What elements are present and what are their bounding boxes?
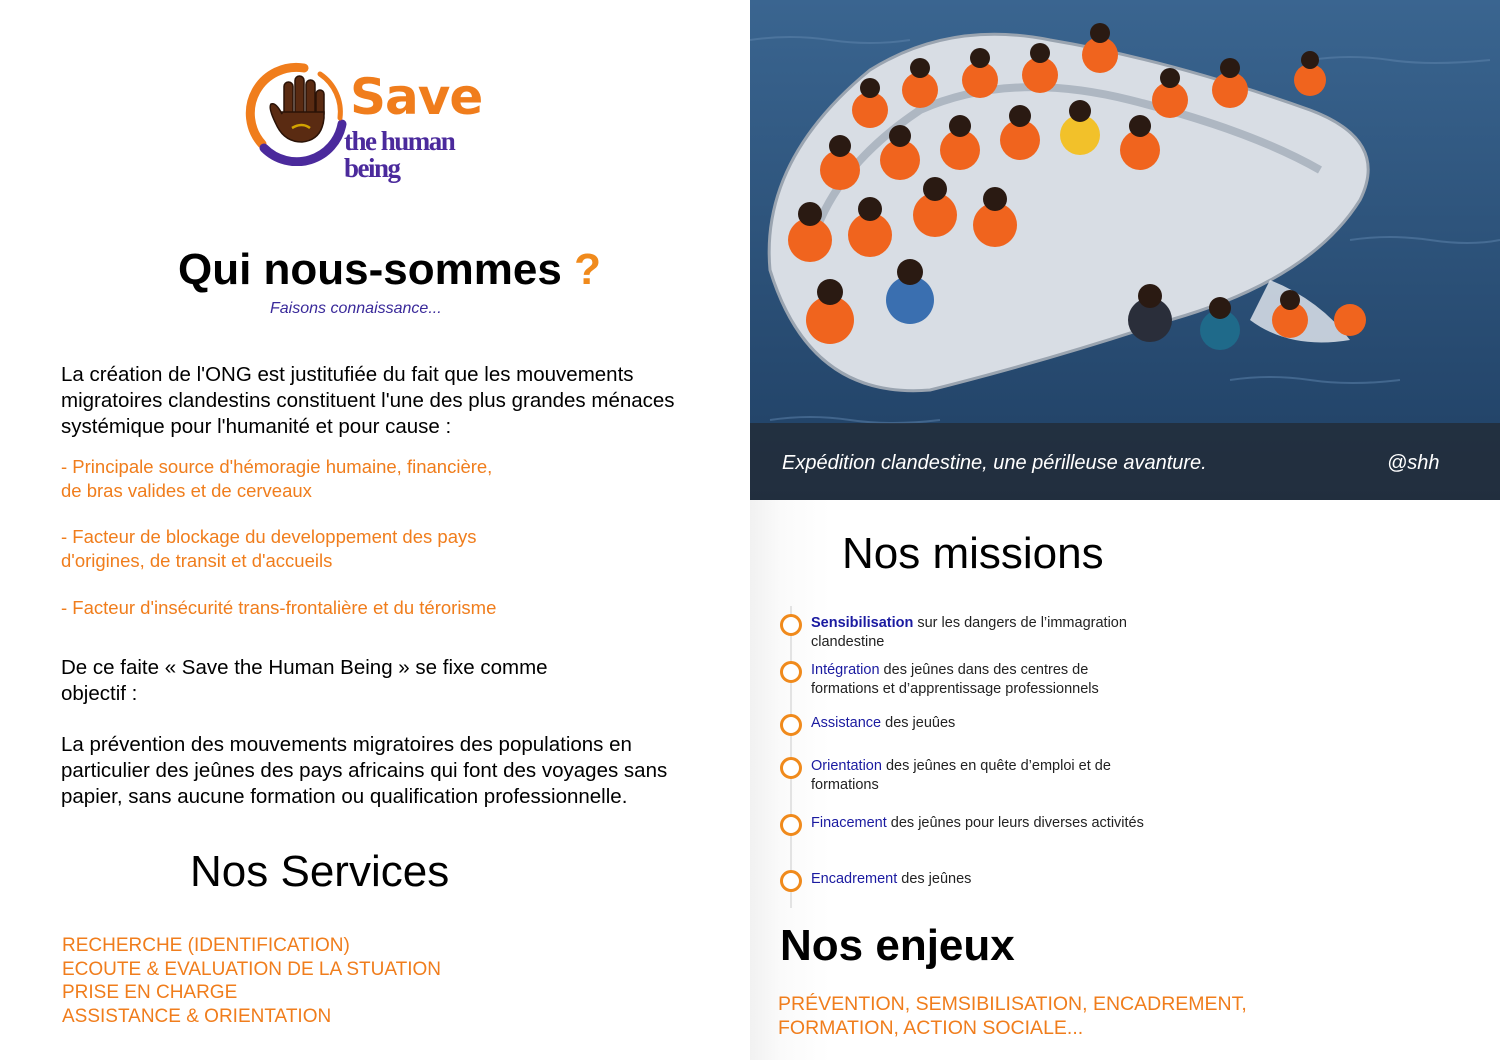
mission-text xyxy=(811,714,1151,733)
mission-keyword: Finacement xyxy=(811,815,887,831)
about-intro: La création de l'ONG est justitufiée du fait que les mouvements migratoires clandestins constituent l'une des plus grandes ménaces systémique pour l'humanité et pour cause : xyxy=(61,363,675,438)
services-list xyxy=(62,934,441,1028)
mission-text xyxy=(811,661,1151,698)
mission-description: des jeûnes dans des centres de formations et d’apprentissage professionnels xyxy=(811,662,1099,697)
cause-item: - Facteur de blockage du developpement des pays d'origines, de transit et d'accueils xyxy=(61,526,477,571)
mission-description: des jeûnes pour leurs diverses activités xyxy=(886,815,1144,831)
mission-text xyxy=(811,614,1151,651)
service-item: ECOUTE & EVALUATION DE LA STUATION xyxy=(62,958,442,980)
photo-credit: @shh xyxy=(1387,452,1440,474)
cause-item: - Facteur d'insécurité trans-frontalière et du térorisme xyxy=(61,597,497,618)
enjeux-text: PRÉVENTION, SEMSIBILISATION, ENCADREMENT, FORMATION, ACTION SOCIALE... xyxy=(778,993,1247,1039)
timeline-circle-icon xyxy=(780,714,802,736)
section-title-missions: Nos missions xyxy=(842,529,1104,578)
service-item: ASSISTANCE & ORIENTATION xyxy=(62,1005,332,1027)
section-title-about xyxy=(178,246,601,294)
timeline-circle-icon xyxy=(780,757,802,779)
mission-description: des jeuûes xyxy=(881,715,956,731)
about-subtitle: Faisons connaissance... xyxy=(270,300,442,317)
mission-text xyxy=(811,757,1151,794)
mission-keyword: Orientation xyxy=(811,758,882,774)
timeline-circle-icon xyxy=(780,870,802,892)
mission-keyword: Assistance xyxy=(811,715,882,731)
migrant-boat-photo xyxy=(750,0,1500,500)
objectif-text: De ce faite « Save the Human Being » se fixe comme objectif : xyxy=(61,656,548,705)
mission-text xyxy=(811,814,1151,833)
mission-text xyxy=(811,870,1151,889)
section-title-services: Nos Services xyxy=(190,847,450,896)
hand-logo-icon xyxy=(244,62,350,166)
photo-caption: Expédition clandestine, une périlleuse avanture. xyxy=(782,452,1207,474)
mission-description: des jeûnes en quête d’emploi et de formations xyxy=(811,758,1111,793)
mission-description: sur les dangers de l’immagration clandestine xyxy=(811,615,1127,650)
service-item: RECHERCHE (IDENTIFICATION) xyxy=(62,935,350,956)
section-title-enjeux: Nos enjeux xyxy=(780,921,1015,970)
mission-description: des jeûnes xyxy=(897,871,972,887)
timeline-circle-icon xyxy=(780,814,802,836)
logo xyxy=(244,62,514,183)
logo-wordmark: Save xyxy=(350,68,483,126)
service-item: PRISE EN CHARGE xyxy=(62,982,238,1003)
timeline-circle-icon xyxy=(780,614,802,636)
timeline-circle-icon xyxy=(780,661,802,683)
mission-keyword: Intégration xyxy=(811,662,880,678)
mission-keyword: Sensibilisation xyxy=(811,615,914,631)
prevention-text: La prévention des mouvements migratoires des populations en particulier des jeûnes des pays africains qui font des voyages sans papier, sans aucune formation ou qualification professionnelle. xyxy=(61,733,668,808)
logo-tagline: the human being xyxy=(344,126,455,183)
mission-keyword: Encadrement xyxy=(811,871,898,887)
about-title-mark: ? xyxy=(574,245,601,294)
about-title-text: Qui nous-sommes xyxy=(178,245,562,294)
cause-item: - Principale source d'hémoragie humaine, financière, de bras valides et de cerveaux xyxy=(61,456,493,501)
